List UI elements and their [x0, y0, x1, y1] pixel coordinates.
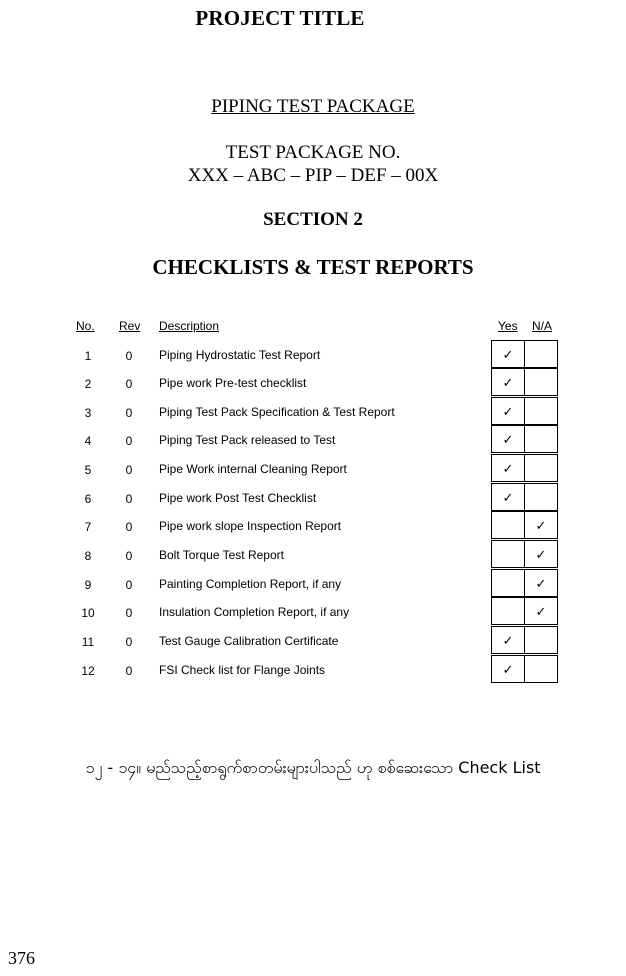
- column-header-na: N/A: [532, 319, 553, 333]
- row-number: 3: [84, 406, 92, 420]
- row-revision: 0: [125, 463, 133, 477]
- row-revision: 0: [125, 492, 133, 506]
- row-revision: 0: [125, 606, 133, 620]
- row-number: 9: [84, 578, 92, 592]
- row-description: FSI Check list for Flange Joints: [159, 663, 326, 677]
- yes-checkbox[interactable]: ✓: [491, 368, 525, 396]
- row-revision: 0: [125, 406, 133, 420]
- yes-checkbox[interactable]: ✓: [491, 340, 525, 368]
- row-revision: 0: [125, 664, 133, 678]
- yes-checkbox[interactable]: ✓: [491, 397, 525, 425]
- row-revision: 0: [125, 377, 133, 391]
- na-checkbox[interactable]: [524, 655, 558, 683]
- na-checkbox[interactable]: ✓: [524, 597, 558, 625]
- column-header-rev: Rev: [119, 319, 141, 333]
- na-checkbox[interactable]: ✓: [524, 569, 558, 597]
- yes-checkbox[interactable]: ✓: [491, 454, 525, 482]
- column-header-no: No.: [76, 319, 95, 333]
- na-checkbox[interactable]: [524, 340, 558, 368]
- na-checkbox[interactable]: ✓: [524, 540, 558, 568]
- column-header-yes: Yes: [498, 319, 518, 333]
- na-checkbox[interactable]: [524, 626, 558, 654]
- row-number: 1: [84, 349, 92, 363]
- figure-caption: ၁၂ - ၁၄။ မည်သည့်စာရွက်စာတမ်းများပါသည် ဟု စစ်ဆေးသော Check List: [85, 758, 541, 777]
- row-number: 6: [84, 492, 92, 506]
- yes-checkbox[interactable]: ✓: [491, 655, 525, 683]
- row-description: Piping Hydrostatic Test Report: [159, 348, 321, 362]
- package-number-label: TEST PACKAGE NO.: [225, 142, 401, 163]
- row-number: 12: [81, 664, 95, 678]
- table-row: [0, 663, 626, 692]
- na-checkbox[interactable]: [524, 397, 558, 425]
- row-description: Painting Completion Report, if any: [159, 577, 342, 591]
- row-revision: 0: [125, 434, 133, 448]
- column-header-description: Description: [159, 319, 220, 333]
- row-revision: 0: [125, 635, 133, 649]
- row-description: Test Gauge Calibration Certificate: [159, 634, 339, 648]
- yes-checkbox[interactable]: [491, 597, 525, 625]
- yes-checkbox[interactable]: ✓: [491, 626, 525, 654]
- row-revision: 0: [125, 520, 133, 534]
- row-number: 4: [84, 434, 92, 448]
- yes-checkbox[interactable]: ✓: [491, 425, 525, 453]
- yes-checkbox[interactable]: [491, 540, 525, 568]
- na-checkbox[interactable]: ✓: [524, 511, 558, 539]
- row-revision: 0: [125, 349, 133, 363]
- row-revision: 0: [125, 578, 133, 592]
- row-number: 2: [84, 377, 92, 391]
- checklists-heading: CHECKLISTS & TEST REPORTS: [152, 255, 474, 279]
- row-description: Pipe Work internal Cleaning Report: [159, 462, 347, 476]
- row-description: Insulation Completion Report, if any: [159, 605, 350, 619]
- row-number: 11: [81, 635, 95, 649]
- section-heading: SECTION 2: [263, 209, 363, 230]
- row-revision: 0: [125, 549, 133, 563]
- package-title: PIPING TEST PACKAGE: [211, 96, 415, 117]
- yes-checkbox[interactable]: ✓: [491, 483, 525, 511]
- na-checkbox[interactable]: [524, 425, 558, 453]
- row-number: 8: [84, 549, 92, 563]
- row-description: Pipe work slope Inspection Report: [159, 519, 342, 533]
- row-description: Pipe work Post Test Checklist: [159, 491, 317, 505]
- row-description: Piping Test Pack Specification & Test Report: [159, 405, 395, 419]
- row-description: Pipe work Pre-test checklist: [159, 376, 307, 390]
- package-number: XXX – ABC – PIP – DEF – 00X: [187, 165, 439, 186]
- yes-checkbox[interactable]: [491, 511, 525, 539]
- page-number: 376: [8, 948, 35, 968]
- na-checkbox[interactable]: [524, 454, 558, 482]
- project-title: PROJECT TITLE: [195, 6, 365, 30]
- row-number: 5: [84, 463, 92, 477]
- na-checkbox[interactable]: [524, 368, 558, 396]
- row-number: 7: [84, 520, 92, 534]
- row-description: Piping Test Pack released to Test: [159, 433, 336, 447]
- na-checkbox[interactable]: [524, 483, 558, 511]
- row-number: 10: [81, 606, 95, 620]
- row-description: Bolt Torque Test Report: [159, 548, 284, 562]
- yes-checkbox[interactable]: [491, 569, 525, 597]
